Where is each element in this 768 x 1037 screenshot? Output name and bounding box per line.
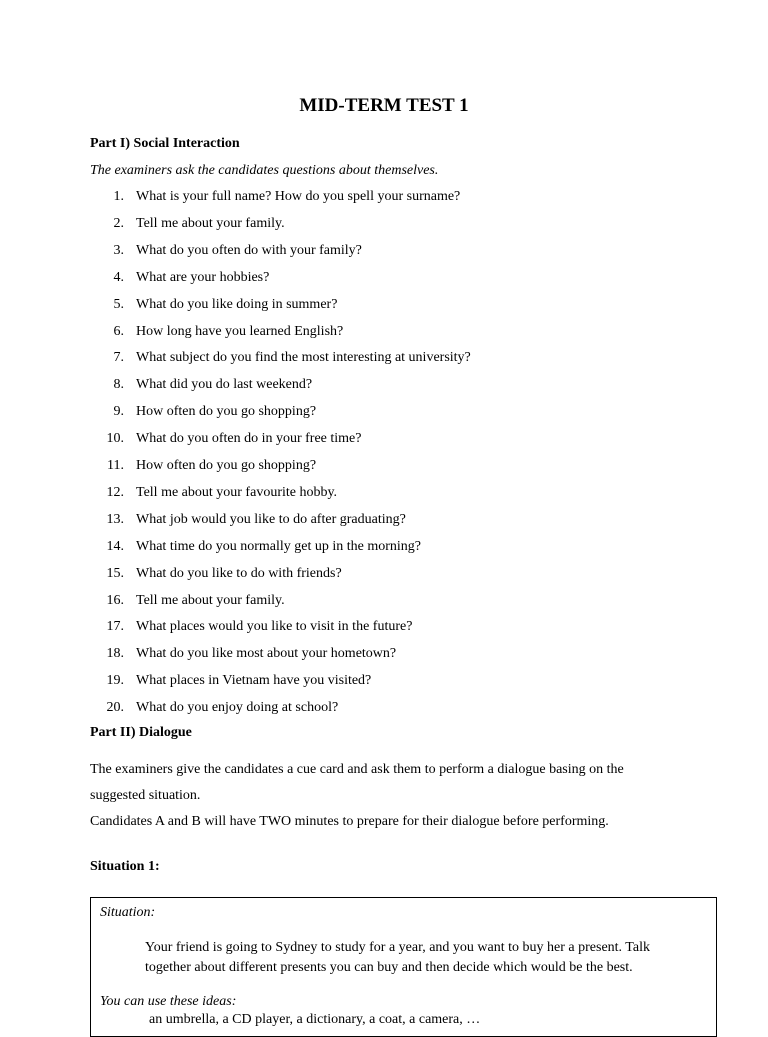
question-item <box>0 484 768 502</box>
question-text: What do you often do in your free time? <box>136 431 362 447</box>
question-text: What places would you like to visit in the future? <box>136 619 413 635</box>
page-title: MID-TERM TEST 1 <box>299 95 469 116</box>
question-item <box>0 376 768 394</box>
question-number: 4. <box>113 269 124 285</box>
question-number: 18. <box>106 646 124 662</box>
question-number: 12. <box>106 484 124 500</box>
question-number: 5. <box>113 296 124 312</box>
cue-card-text-line2: together about different presents you can buy and then decide which would be the best. <box>145 960 633 975</box>
question-item <box>0 538 768 556</box>
question-number: 9. <box>113 404 124 420</box>
question-item <box>0 430 768 448</box>
question-number: 11. <box>107 458 124 473</box>
question-text: What do you like most about your hometown? <box>136 646 397 662</box>
question-text: What time do you normally get up in the morning? <box>136 538 421 554</box>
question-number: 16. <box>106 592 124 608</box>
question-item <box>0 269 768 287</box>
question-number: 20. <box>106 700 124 716</box>
question-item <box>0 457 768 475</box>
question-item <box>0 618 768 636</box>
question-number: 8. <box>113 377 124 393</box>
question-item <box>0 592 768 610</box>
question-number: 13. <box>106 511 124 527</box>
question-item <box>0 349 768 367</box>
question-number: 15. <box>106 565 124 581</box>
question-number: 17. <box>106 619 124 635</box>
question-text: How often do you go shopping? <box>136 404 317 420</box>
question-text: Tell me about your favourite hobby. <box>136 484 338 500</box>
question-number: 19. <box>106 673 124 689</box>
question-number: 6. <box>113 323 124 339</box>
question-text: What do you like doing in summer? <box>136 296 338 312</box>
question-number: 3. <box>113 242 124 258</box>
question-item <box>0 296 768 314</box>
question-text: What did you do last weekend? <box>136 377 313 393</box>
question-text: What do you like to do with friends? <box>136 565 342 581</box>
question-text: How often do you go shopping? <box>136 458 317 473</box>
question-item <box>0 699 768 717</box>
question-number: 14. <box>106 538 124 554</box>
part1-instruction: The examiners ask the candidates questions about themselves. <box>90 163 439 178</box>
ideas-list: an umbrella, a CD player, a dictionary, a coat, a camera, … <box>149 1012 481 1027</box>
question-text: Tell me about your family. <box>136 215 285 231</box>
question-text: What job would you like to do after graduating? <box>136 511 406 527</box>
question-text: What do you often do with your family? <box>136 242 362 258</box>
question-text: Tell me about your family. <box>136 592 285 608</box>
ideas-label: You can use these ideas: <box>100 994 237 1009</box>
part2-paragraph-line1: The examiners give the candidates a cue card and ask them to perform a dialogue basing on the <box>90 762 624 777</box>
question-item <box>0 511 768 529</box>
question-text: What is your full name? How do you spell your surname? <box>136 189 461 204</box>
question-number: 2. <box>113 215 124 231</box>
situation-heading: Situation 1: <box>90 859 160 874</box>
question-item <box>0 188 768 206</box>
question-number: 1. <box>113 189 124 204</box>
question-text: What places in Vietnam have you visited? <box>136 673 372 689</box>
cue-card-text-line1: Your friend is going to Sydney to study for a year, and you want to buy her a present. Talk <box>145 940 650 955</box>
part1-heading: Part I) Social Interaction <box>90 136 240 151</box>
question-item <box>0 215 768 233</box>
question-item <box>0 672 768 690</box>
question-number: 10. <box>106 431 124 447</box>
question-text: How long have you learned English? <box>136 323 344 339</box>
part2-paragraph-line2: suggested situation. <box>90 788 201 803</box>
question-text: What do you enjoy doing at school? <box>136 700 339 716</box>
question-text: What are your hobbies? <box>136 269 270 285</box>
question-item <box>0 242 768 260</box>
question-item <box>0 323 768 341</box>
part2-preparation-note: Candidates A and B will have TWO minutes to prepare for their dialogue before performing. <box>90 814 609 829</box>
question-item <box>0 403 768 421</box>
cue-card-box <box>90 897 717 1037</box>
question-item <box>0 645 768 663</box>
question-text: What subject do you find the most interesting at university? <box>136 350 471 366</box>
part2-heading: Part II) Dialogue <box>90 725 192 740</box>
question-item <box>0 565 768 583</box>
cue-card-label: Situation: <box>100 905 156 920</box>
question-number: 7. <box>113 350 124 366</box>
